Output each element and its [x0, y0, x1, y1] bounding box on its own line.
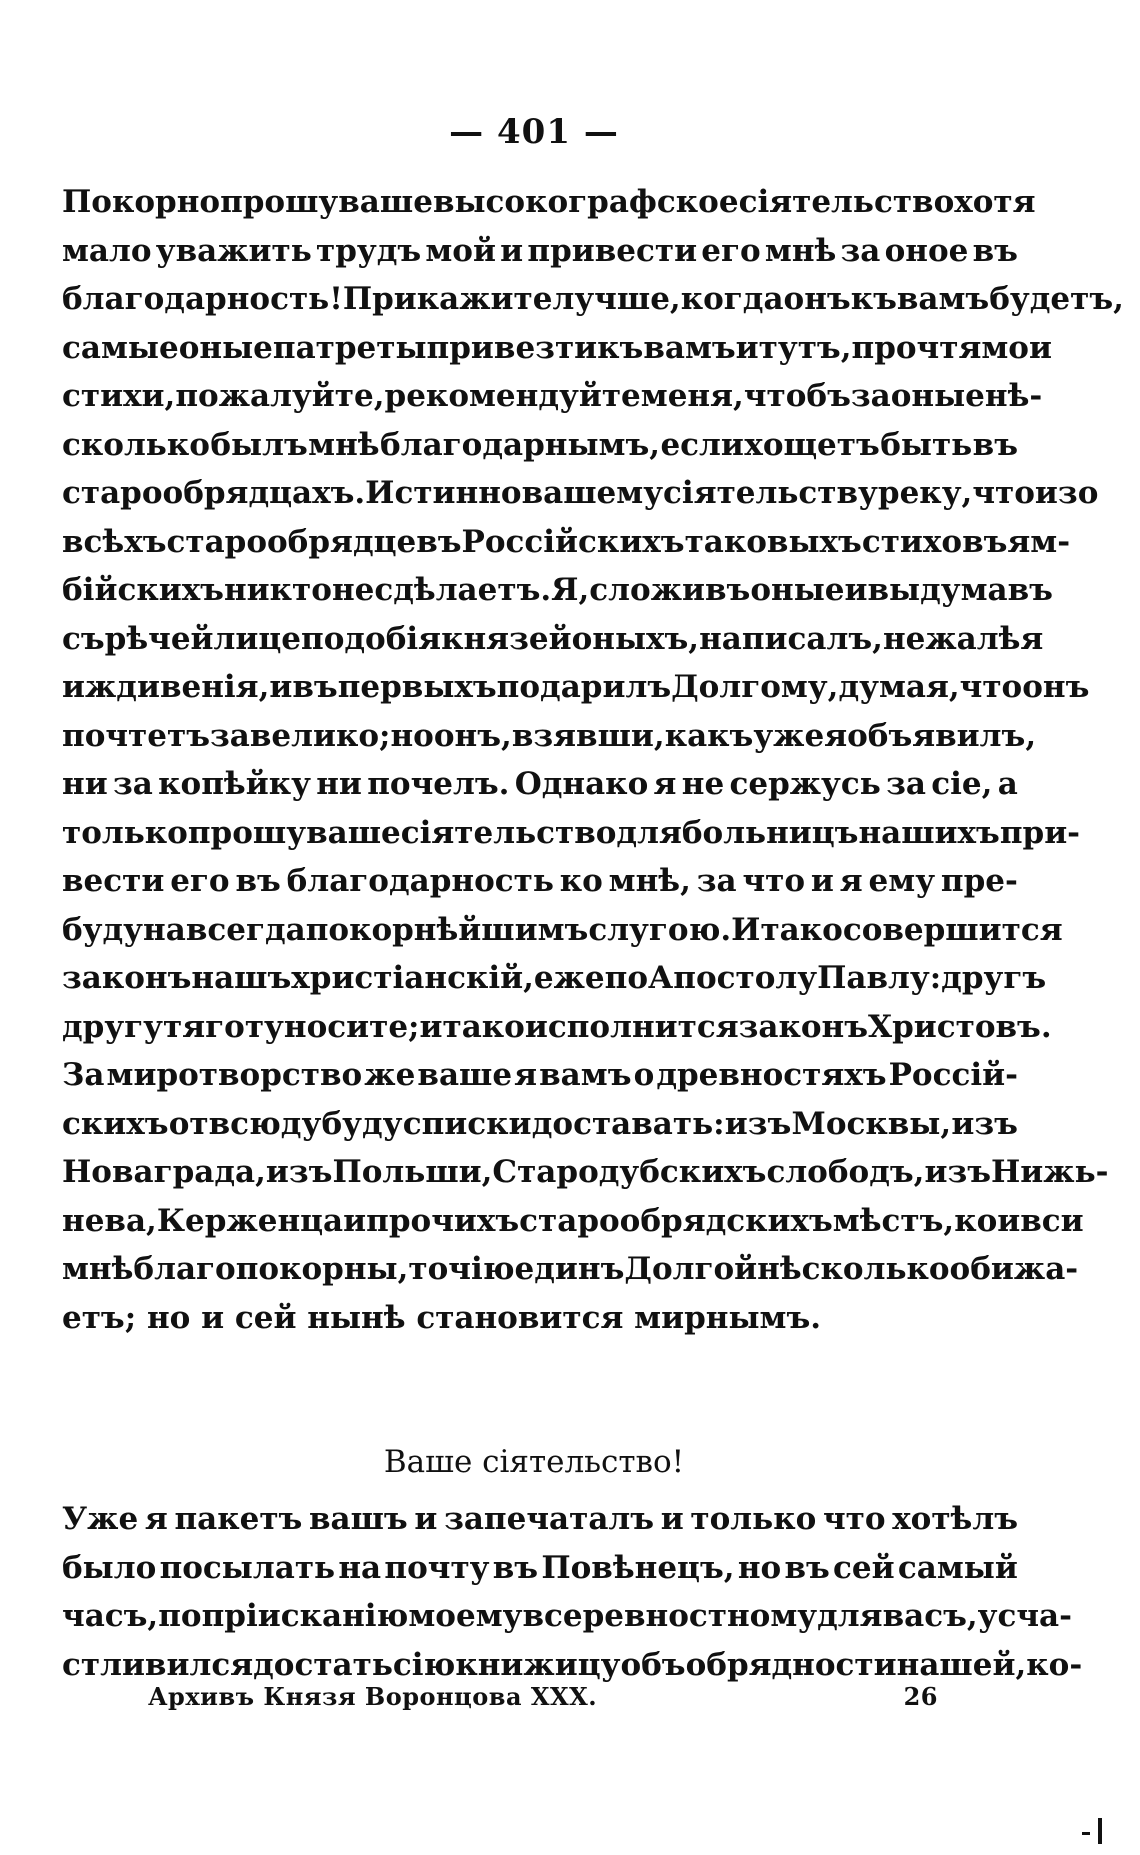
salutation: Ваше сіятельство! — [383, 1444, 685, 1480]
scan-edge-mark — [1098, 1818, 1102, 1844]
text-line: часъ, по пріисканію моему всеревностному для васъ, усча- — [62, 1598, 1073, 1634]
text-line: мнѣ благопокорны, точію единъ Долгой нѣсколько обижа- — [62, 1251, 1079, 1287]
text-line: Уже я пакетъ вашъ и запечаталъ и только что хотѣлъ — [62, 1501, 1018, 1537]
text-line: Покорно прошу ваше высокографское сіятельство хотя — [62, 184, 1036, 220]
text-line: етъ; но и сей нынѣ становится мирнымъ. — [62, 1299, 822, 1336]
text-line: было посылать на почту въ Повѣнецъ, но въ сей самый — [62, 1549, 1018, 1586]
text-line: мало уважить трудъ мой и привести его мнѣ за оное въ — [62, 232, 1018, 269]
text-line: бійскихъ никто не сдѣлаетъ. Я, сложивъ оные и выдумавъ — [62, 572, 1053, 608]
scan-edge-mark-small — [1082, 1832, 1090, 1835]
paragraph-1 — [62, 178, 1124, 1342]
text-line: нева, Керженца и прочихъ старообрядскихъ мѣстъ, кои вси — [62, 1202, 1084, 1239]
text-line: почтетъ за велико; но онъ, взявши, какъ уже я объявилъ, — [62, 717, 1037, 754]
text-line: стихи, пожалуйте, рекомендуйте меня, чтобъ за оные нѣ- — [62, 378, 1043, 414]
text-line: Новаграда, изъ Польши, Стародубскихъ слободъ, изъ Нижь- — [62, 1154, 1109, 1190]
text-line: буду на всегда покорнѣйшимъ слугою. И тако совершится — [62, 911, 1063, 948]
footer-sheet-number: 26 — [903, 1682, 938, 1711]
text-line: За миротворство же ваше я вамъ о древностяхъ Россій- — [62, 1057, 1018, 1093]
text-line: старообрядцахъ. Истинно вашему сіятельству реку, что изо — [62, 475, 1099, 511]
text-line: благодарность! Прикажите лучше, когда онъ къ вамъ будетъ, — [62, 281, 1124, 317]
text-line: иждивенія, и въ первыхъ подарилъ Долгому, думая, что онъ — [62, 669, 1090, 705]
text-line: стливился достать сію книжицу объ обрядности нашей, ко- — [62, 1646, 1083, 1683]
text-line: всѣхъ старообрядцевъ Россійскихъ таковыхъ стиховъ ям- — [62, 523, 1071, 560]
text-line: ни за копѣйку ни почелъ. Однако я не сержусь за сіе, а — [62, 766, 1018, 802]
paragraph-2 — [62, 1495, 1083, 1689]
footer-signature: Архивъ Князя Воронцова XXX. — [148, 1682, 598, 1711]
text-line: вести его въ благодарность ко мнѣ, за что и я ему пре- — [62, 863, 1018, 899]
text-line: съ рѣчей лицеподобія князей оныхъ, написалъ, не жалѣя — [62, 620, 1044, 657]
page-number: — 401 — — [449, 112, 619, 152]
text-line: другу тяготу носите; и тако исполнится законъ Христовъ. — [62, 1008, 1052, 1045]
text-line: законъ нашъ христіанскій, еже по Апостолу Павлу: другъ — [62, 960, 1047, 996]
text-line: только прошу ваше сіятельство для больницъ нашихъ при- — [62, 814, 1081, 851]
text-line: скихъ отвсюду буду списки доставать: изъ Москвы, изъ — [62, 1105, 1018, 1142]
text-line: самые оные патреты привезти къ вамъ и тутъ, прочтя мои — [62, 329, 1052, 366]
text-line: сколько былъ мнѣ благодарнымъ, если хощетъ быть въ — [62, 426, 1018, 463]
page-footer — [148, 1682, 938, 1711]
